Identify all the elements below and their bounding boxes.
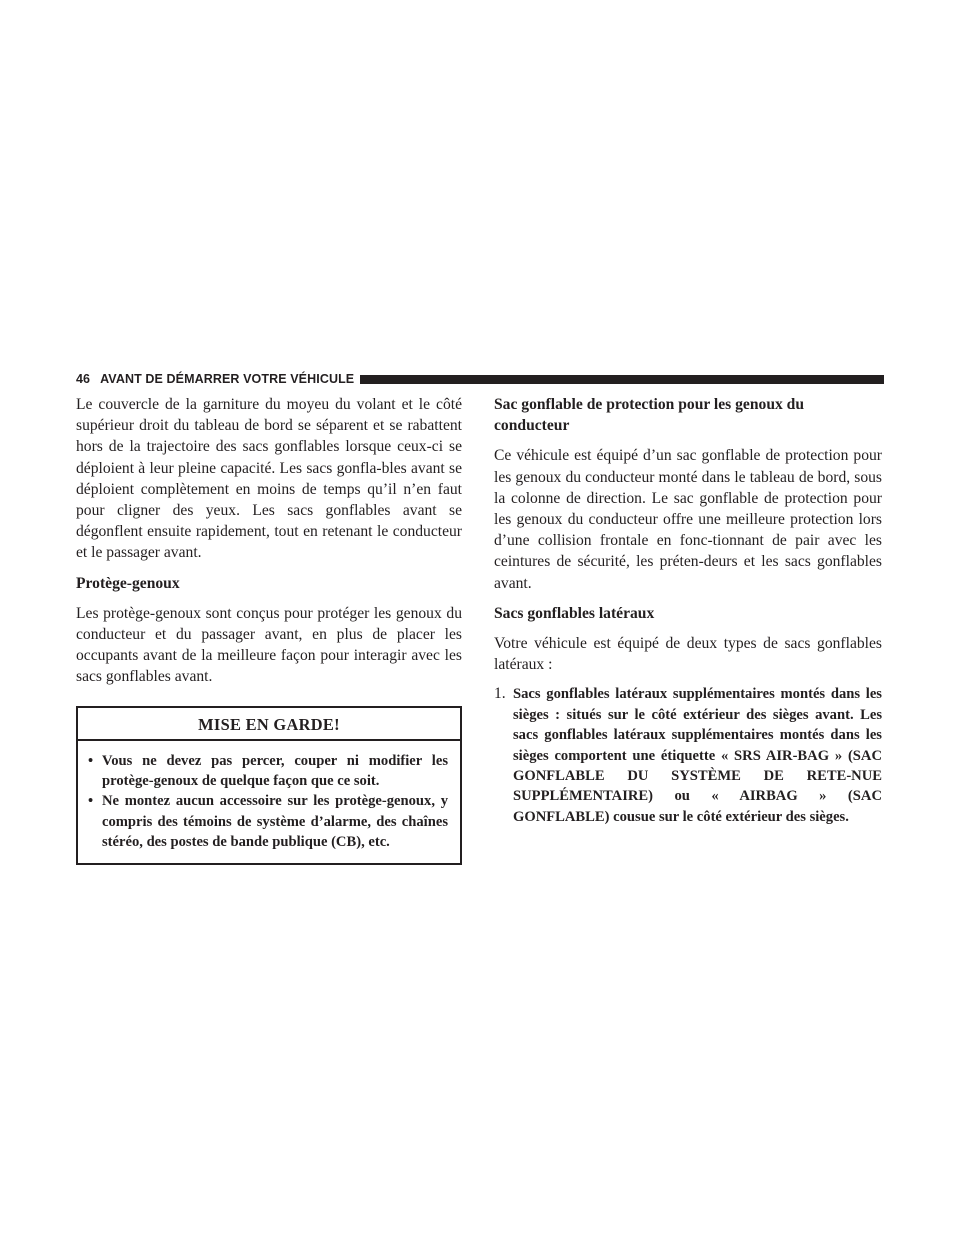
list-number: 1. <box>494 685 506 703</box>
intro-paragraph: Le couvercle de la garniture du moyeu du volant et le côté supérieur droit du tableau de bord se séparent et se rabattent hors de la trajectoire des sacs gonflables lorsque ceux-ci se déploient à leur pleine capacité. Les sacs gonfla-bles avant se déploient complètement en moins de temps qu’il n’en faut pour cligner des yeux. Les sacs gonflables avant se dégonflent ensuite rapidement, tout en retenant le conducteur et le passager avant. <box>76 396 462 562</box>
warning-item-text: Ne montez aucun accessoire sur les protège-genoux, y compris des témoins de système d’alarme, des chaînes stéréo, des postes de bande publique (CB), etc. <box>102 793 448 851</box>
side-airbags-heading: Sacs gonflables latéraux <box>494 604 655 622</box>
section-title: AVANT DE DÉMARRER VOTRE VÉHICULE <box>100 372 355 386</box>
warning-item-text: Vous ne devez pas percer, couper ni modifier les protège-genoux de quelque façon que ce soit. <box>102 752 448 790</box>
warning-list <box>78 741 460 863</box>
warning-box <box>76 706 462 865</box>
bullet-icon: • <box>88 793 94 810</box>
numbered-list <box>494 684 882 827</box>
side-airbags-paragraph: Votre véhicule est équipé de deux types de sacs gonflables latéraux : <box>494 635 882 674</box>
warning-title: MISE EN GARDE! <box>78 708 460 741</box>
page-header <box>76 371 884 387</box>
warning-item <box>88 751 448 792</box>
warning-item <box>88 791 448 852</box>
numbered-list-item <box>494 684 882 827</box>
knee-bolster-paragraph: Les protège-genoux sont conçus pour protéger les genoux du conducteur et du passager avant, en plus de placer les occupants avant de la meilleure façon pour interagir avec les sacs gonflables avant. <box>76 604 462 686</box>
right-column <box>494 394 882 827</box>
bullet-icon: • <box>88 752 94 769</box>
knee-airbag-heading: Sac gonflable de protection pour les genoux du conducteur <box>494 396 805 435</box>
left-column <box>76 394 462 865</box>
knee-airbag-paragraph: Ce véhicule est équipé d’un sac gonflable de protection pour les genoux du conducteur monté dans le tableau de bord, sous la colonne de direction. Le sac gonflable de protection pour les genoux du conducteur offre une meilleure protection lors d’une collision frontale en fonc-tionnant de pair avec les ceintures de sécurité, les préten-deurs et les sacs gonflables avant. <box>494 447 882 592</box>
knee-bolster-heading: Protège-genoux <box>76 574 180 592</box>
page-number: 46 <box>76 372 91 386</box>
list-item-text: Sacs gonflables latéraux supplémentaires montés dans les sièges : situés sur le côté extérieur des sièges avant. Les sacs gonflables latéraux supplémentaires montés dans les sièges comportent une étiquette « SRS AIR-BAG » (SAC GONFLABLE DU SYSTÈME DE RETE-NUE SUPPLÉMENTAIRE) ou « AIRBAG » (SAC GONFLABLE) cousue sur le côté extérieur des sièges. <box>513 686 882 825</box>
header-rule <box>360 375 884 384</box>
